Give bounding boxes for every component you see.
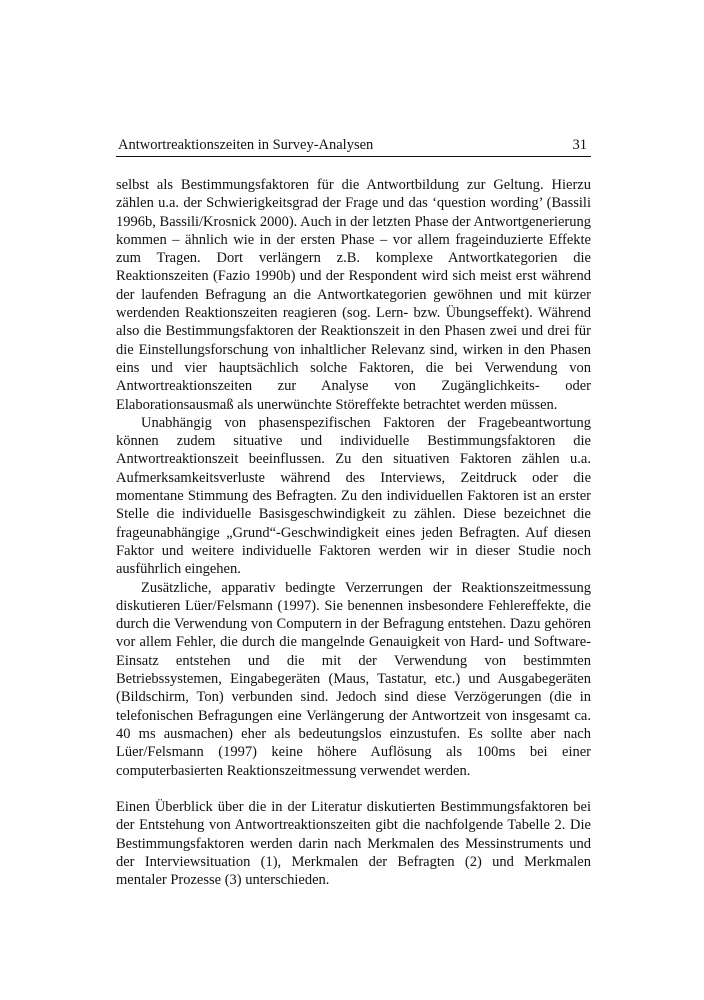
- paragraph-4: Einen Überblick über die in der Literatur diskutierten Bestimmungsfaktoren bei der Entstehung von Antwortreaktionszeiten gibt die nachfolgende Tabelle 2. Die Bestimmungsfaktoren werden darin nach Merkmalen des Messinstruments und der Interviewsituation (1), Merkmalen der Befragten (2) und Merkmalen mentaler Prozesse (3) unterschieden.: [116, 799, 591, 889]
- paragraph-1: selbst als Bestimmungsfaktoren für die Antwortbildung zur Geltung. Hierzu zählen u.a. der Schwierigkeitsgrad der Frage und das ‘question wording’ (Bassili 1996b, Bassili/Krosnick 2000). Auch in der letzten Phase der Antwortgenerierung kommen – ähnlich wie in der ersten Phase – vor allem frageinduzierte Effekte zum Tragen. Dort verlängern z.B. komplexe Antwortkategorien die Reaktionszeiten (Fazio 1990b) und der Respondent wird sich meist erst während der laufenden Befragung an die Antwortkategorien gewöhnen und mit kürzer werdenden Reaktionszeiten reagieren (sog. Lern- bzw. Übungseffekt). Während also die Bestimmungsfaktoren der Reaktionszeit in den Phasen zwei und drei für die Einstellungsforschung von inhaltlicher Relevanz sind, wirken in den Phasen eins und vier hauptsächlich solche Faktoren, die bei Verwendung von Antwortreaktionszeiten zur Analyse von Zugänglichkeits- oder Elaborationsausmaß als unerwünchte Störeffekte betrachtet werden müssen.: [116, 177, 591, 413]
- body-text: [116, 176, 591, 890]
- paragraph-2: Unabhängig von phasenspezifischen Faktoren der Fragebeantwortung können zudem situative und individuelle Bestimmungsfaktoren die Antwortreaktionszeit beeinflussen. Zu den situativen Faktoren zählen u.a. Aufmerksamkeitsverluste während des Interviews, Zeitdruck oder die momentane Stimmung des Befragten. Zu den individuellen Faktoren ist an erster Stelle die individuelle Basisgeschwindigkeit zu zählen. Diese bezeichnet die frageunabhängige „Grund“-Geschwindigkeit eines jeden Befragten. Auf diesen Faktor und weitere individuelle Faktoren werden wir in dieser Studie noch ausführlich eingehen.: [116, 414, 591, 578]
- running-header-title: Antwortreaktionszeiten in Survey-Analysen: [118, 137, 374, 153]
- paragraph-3: Zusätzliche, apparativ bedingte Verzerrungen der Reaktionszeitmessung diskutieren Lüer/Felsmann (1997). Sie benennen insbesondere Fehlereffekte, die durch die Verwendung von Computern in der Befragung entstehen. Dazu gehören vor allem Fehler, die durch die mangelnde Genauigkeit von Hard- und Software-Einsatz entstehen und die mit der Verwendung von bestimmten Betriebssystemen, Eingabegeräten (Maus, Tastatur, etc.) und Ausgabegeräten (Bildschirm, Ton) verbunden sind. Jedoch sind diese Verzögerungen (die in telefonischen Befragungen eine Verlängerung der Antwortzeit von insgesamt ca. 40 ms ausmachen) eher als bedeutungslos einzustufen. Es sollte aber nach Lüer/Felsmann (1997) keine höhere Auflösung als 100ms bei einer computerbasierten Reaktionszeitmessung verwendet werden.: [116, 579, 591, 779]
- running-header: [116, 136, 591, 157]
- page-number: 31: [572, 137, 587, 153]
